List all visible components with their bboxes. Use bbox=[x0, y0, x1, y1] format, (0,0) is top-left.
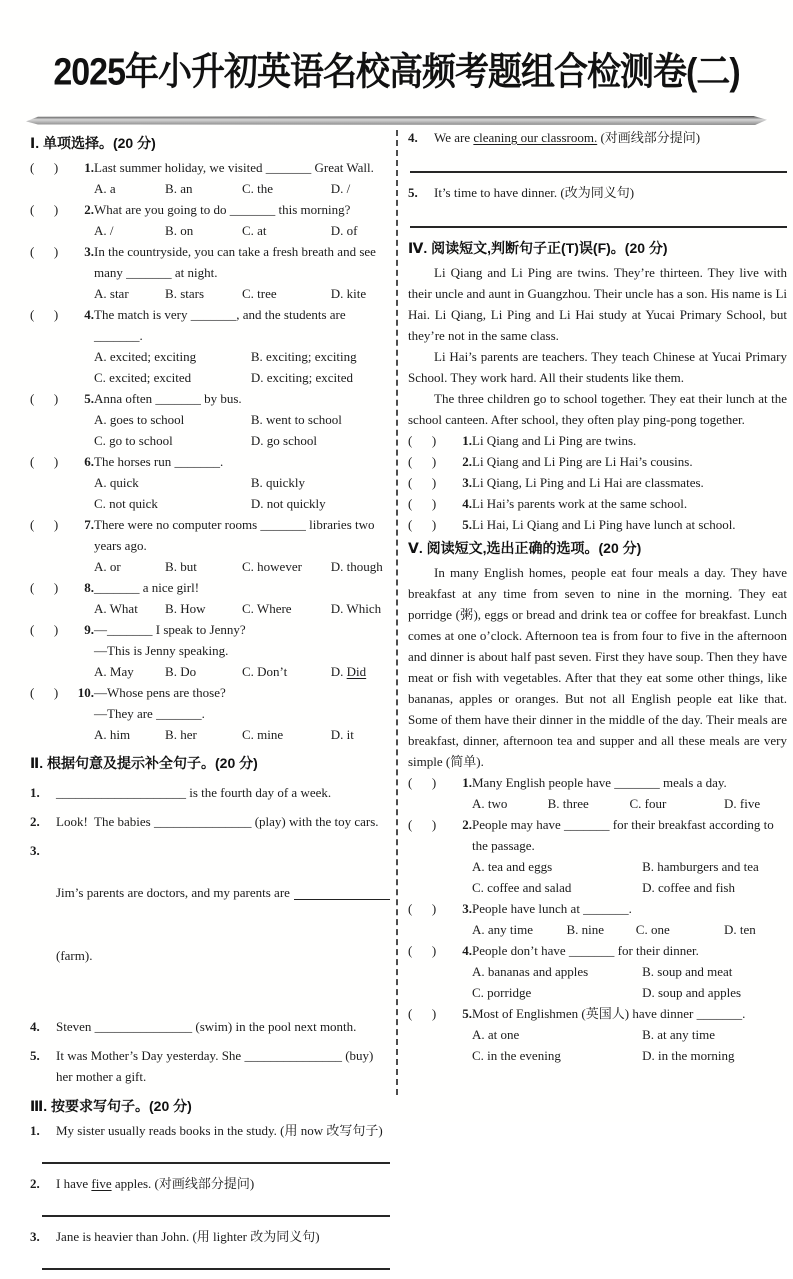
answer-paren: ( ) 10. bbox=[30, 682, 94, 745]
mc-question bbox=[408, 940, 787, 1003]
option: A. or bbox=[94, 559, 121, 574]
page-title: 2025年小升初英语名校高频考题组合检测卷(二) bbox=[53, 51, 740, 94]
question-stem-line2: —They are _______. bbox=[94, 706, 205, 721]
question-stem: People don’t have _______ for their dinner. bbox=[472, 943, 699, 958]
option: A. two bbox=[472, 796, 508, 811]
option: D. not quickly bbox=[250, 496, 326, 511]
answer-line bbox=[410, 148, 787, 173]
answer-paren: ( ) 2. bbox=[30, 199, 94, 241]
tf-item bbox=[408, 514, 787, 535]
option: D. in the morning bbox=[642, 1048, 735, 1063]
answer-paren: ( ) 5. bbox=[408, 1006, 472, 1021]
answer-line bbox=[42, 1141, 390, 1164]
option: B. her bbox=[165, 727, 197, 742]
option: B. three bbox=[547, 796, 589, 811]
section-3-heading: Ⅲ. 按要求写句子。(20 分) bbox=[30, 1098, 192, 1114]
option: C. Don’t bbox=[241, 664, 288, 679]
options-grid bbox=[94, 346, 390, 388]
option: D. five bbox=[723, 796, 761, 811]
options-row bbox=[472, 919, 787, 940]
option: A. a bbox=[94, 181, 116, 196]
rewrite-item bbox=[408, 182, 787, 203]
tf-item bbox=[408, 451, 787, 472]
tf-item bbox=[408, 472, 787, 493]
fill-text: Look! The babies _______________ (play) with the toy cars. bbox=[56, 814, 379, 829]
question-number: 3. bbox=[84, 244, 94, 259]
blank-line bbox=[294, 882, 390, 900]
option: D. of bbox=[330, 223, 358, 238]
options-grid bbox=[472, 961, 787, 1003]
question-stem: The match is very _______, and the students are _______. bbox=[94, 307, 346, 343]
section-1-heading: Ⅰ. 单项选择。(20 分) bbox=[30, 135, 156, 151]
option: B. went to school bbox=[250, 412, 342, 427]
option: A. any time bbox=[472, 922, 534, 937]
option: C. however bbox=[241, 559, 302, 574]
passage-paragraph: The three children go to school together. They eat their lunch at the school canteen. After school, they often play ping-pong together. bbox=[408, 391, 787, 427]
option: C. porridge bbox=[472, 985, 532, 1000]
option: B. on bbox=[165, 223, 194, 238]
option: C. excited; excited bbox=[94, 370, 192, 385]
option: C. one bbox=[635, 922, 670, 937]
section-2-heading: Ⅱ. 根据句意及提示补全句子。(20 分) bbox=[30, 755, 258, 771]
answer-paren: ( ) 7. bbox=[30, 514, 94, 577]
option: C. the bbox=[241, 181, 274, 196]
option: A. What bbox=[94, 601, 138, 616]
mc-question bbox=[408, 814, 787, 898]
question-stem: Many English people have _______ meals a day. bbox=[472, 775, 727, 790]
answer-line bbox=[42, 1194, 390, 1217]
rewrite-text: It’s time to have dinner. (改为同义句) bbox=[434, 185, 635, 200]
mc-question bbox=[30, 157, 390, 199]
question-stem-line2: —This is Jenny speaking. bbox=[94, 643, 229, 658]
option: C. Where bbox=[241, 601, 292, 616]
option: B. exciting; exciting bbox=[250, 349, 357, 364]
option: C. mine bbox=[241, 727, 284, 742]
mc-question bbox=[30, 682, 390, 745]
question-stem: _______ a nice girl! bbox=[94, 580, 200, 595]
options-row bbox=[472, 793, 787, 814]
option: D. go school bbox=[250, 433, 317, 448]
mc-question bbox=[30, 577, 390, 619]
fill-item bbox=[30, 811, 390, 832]
question-number: 6. bbox=[84, 454, 94, 469]
options-grid bbox=[94, 409, 390, 451]
option: D. coffee and fish bbox=[642, 880, 735, 895]
options-row bbox=[94, 661, 390, 682]
option: D. ten bbox=[723, 922, 756, 937]
fill-text: It was Mother’s Day yesterday. She _______________ (buy) her mother a gift. bbox=[56, 1048, 377, 1084]
passage-paragraph: Li Qiang and Li Ping are twins. They’re thirteen. They live with their uncle and aunt in Guangzhou. Their uncle has a son. His name is Li Hai. Li Qiang, Li Ping and Li Hai study at Yucai Primary School, but they’re not in the same class. bbox=[408, 265, 787, 343]
rewrite-item bbox=[30, 1120, 390, 1141]
option: B. stars bbox=[165, 286, 205, 301]
option: B. but bbox=[165, 559, 197, 574]
answer-paren: ( ) 6. bbox=[30, 451, 94, 514]
mc-question bbox=[30, 619, 390, 682]
tf-statement: Li Qiang and Li Ping are Li Hai’s cousins. bbox=[472, 454, 693, 469]
option: B. hamburgers and tea bbox=[642, 859, 759, 874]
option: A. him bbox=[94, 727, 131, 742]
tf-statement: Li Qiang, Li Ping and Li Hai are classmates. bbox=[472, 475, 704, 490]
question-stem: People have lunch at _______. bbox=[472, 901, 632, 916]
answer-paren: ( ) 2. bbox=[408, 817, 472, 832]
rewrite-text: My sister usually reads books in the study. (用 now 改写句子) bbox=[56, 1123, 383, 1138]
question-stem: In the countryside, you can take a fresh breath and see many _______ at night. bbox=[94, 244, 376, 280]
tf-statement: Li Hai’s parents work at the same school. bbox=[472, 496, 688, 511]
fill-item bbox=[30, 1045, 390, 1087]
fill-item bbox=[30, 782, 390, 803]
item-number: 5. bbox=[408, 185, 418, 200]
option: C. not quick bbox=[94, 496, 158, 511]
option: B. How bbox=[165, 601, 206, 616]
item-number: 3. bbox=[30, 1229, 40, 1244]
fill-text: Steven _______________ (swim) in the pool next month. bbox=[56, 1019, 357, 1034]
question-number: 10. bbox=[77, 685, 94, 700]
question-stem: —Whose pens are those? bbox=[94, 685, 226, 700]
rewrite-item: 2. I have five apples. (对画线部分提问) bbox=[30, 1173, 390, 1194]
options-row bbox=[94, 220, 390, 241]
tf-statement: Li Qiang and Li Ping are twins. bbox=[472, 433, 637, 448]
question-stem: The horses run _______. bbox=[94, 454, 224, 469]
passage-paragraph: Li Hai’s parents are teachers. They teach Chinese at Yucai Primary School. They work hard. All their students like them. bbox=[408, 349, 787, 385]
option: A. May bbox=[94, 664, 134, 679]
fill-item bbox=[30, 840, 390, 1008]
option: A. goes to school bbox=[94, 412, 185, 427]
question-stem: People may have _______ for their breakfast according to the passage. bbox=[472, 817, 774, 853]
options-grid bbox=[472, 856, 787, 898]
mc-question bbox=[408, 898, 787, 940]
options-row bbox=[94, 724, 390, 745]
rewrite-item bbox=[30, 1226, 390, 1247]
option: B. Do bbox=[165, 664, 197, 679]
option: B. soup and meat bbox=[642, 964, 733, 979]
question-stem: —_______ I speak to Jenny? bbox=[94, 622, 246, 637]
answer-paren: ( ) 9. bbox=[30, 619, 94, 682]
option: C. coffee and salad bbox=[472, 880, 572, 895]
question-number: 7. bbox=[84, 517, 94, 532]
answer-paren: ( ) 5. bbox=[30, 388, 94, 451]
title-divider-rule bbox=[26, 116, 767, 125]
section-5-heading: Ⅴ. 阅读短文,选出正确的选项。(20 分) bbox=[408, 540, 642, 556]
fill-text-line2: (farm). bbox=[56, 948, 93, 963]
question-number: 1. bbox=[84, 160, 94, 175]
item-number: 2. bbox=[30, 814, 40, 829]
option: D. Which bbox=[330, 601, 382, 616]
question-stem: There were no computer rooms _______ libraries two years ago. bbox=[94, 517, 375, 553]
question-number: 4. bbox=[84, 307, 94, 322]
section-4-heading: Ⅳ. 阅读短文,判断句子正(T)误(F)。(20 分) bbox=[408, 240, 668, 256]
question-number: 9. bbox=[84, 622, 94, 637]
question-number: 8. bbox=[84, 580, 94, 595]
option: A. / bbox=[94, 223, 114, 238]
item-number: 1. bbox=[30, 785, 40, 800]
option: A. at one bbox=[472, 1027, 520, 1042]
answer-line bbox=[410, 203, 787, 228]
question-number: 2. bbox=[84, 202, 94, 217]
underlined-word: five bbox=[91, 1176, 112, 1191]
option: D. / bbox=[330, 181, 351, 196]
tf-item bbox=[408, 430, 787, 451]
option: D. exciting; excited bbox=[250, 370, 354, 385]
right-column bbox=[408, 127, 787, 1066]
option: D. though bbox=[330, 559, 383, 574]
answer-paren: ( ) 4. bbox=[30, 304, 94, 388]
question-stem: Anna often _______ by bus. bbox=[94, 391, 242, 406]
mc-question bbox=[408, 1003, 787, 1066]
underlined-word: Did bbox=[346, 664, 367, 679]
option: A. excited; exciting bbox=[94, 349, 197, 364]
item-number: 1. bbox=[30, 1123, 40, 1138]
option: A. star bbox=[94, 286, 129, 301]
fill-text: Jim’s parents are doctors, and my parents are bbox=[56, 885, 290, 900]
item-number: 5. bbox=[30, 1048, 40, 1063]
item-number: 2. bbox=[30, 1176, 40, 1191]
option: A. bananas and apples bbox=[472, 964, 589, 979]
option: B. at any time bbox=[642, 1027, 716, 1042]
item-number: 4. bbox=[408, 130, 418, 145]
answer-paren: ( ) 4. bbox=[408, 943, 472, 958]
option: A. tea and eggs bbox=[472, 859, 553, 874]
mc-question bbox=[30, 241, 390, 304]
answer-paren: ( ) 3. bbox=[408, 475, 472, 490]
answer-paren: ( ) 3. bbox=[30, 241, 94, 304]
options-row bbox=[94, 283, 390, 304]
passage-paragraph: In many English homes, people eat four meals a day. They have breakfast at any time from seven to nine in the morning. They eat porridge (粥), eggs or bread and drink tea or coffee for breakfast. Lunch comes at one o’clock. Afternoon tea is from four to five in the afternoon and dinner is about half past seven. First they have soup. Then they have meat or fish with vegetables. After that they eat some other things, like bananas, apples or oranges. But not all English people eat like that. Some of them have their dinner in the middle of the day. Their meals are breakfast, dinner, afternoon tea and supper and all these meals are very simple (简单). bbox=[408, 565, 787, 769]
option: D. it bbox=[330, 727, 354, 742]
question-number: 5. bbox=[84, 391, 94, 406]
mc-question bbox=[408, 772, 787, 814]
tf-item bbox=[408, 493, 787, 514]
options-row bbox=[94, 556, 390, 577]
tf-statement: Li Hai, Li Qiang and Li Ping have lunch at school. bbox=[472, 517, 736, 532]
option: C. four bbox=[629, 796, 667, 811]
rewrite-text: Jane is heavier than John. (用 lighter 改为同义句) bbox=[56, 1229, 320, 1244]
option: B. nine bbox=[566, 922, 605, 937]
option: C. in the evening bbox=[472, 1048, 561, 1063]
left-column bbox=[30, 130, 390, 1279]
answer-paren: ( ) 3. bbox=[408, 901, 472, 916]
answer-paren: ( ) 2. bbox=[408, 454, 472, 469]
answer-paren: ( ) 1. bbox=[30, 157, 94, 199]
option: A. quick bbox=[94, 475, 139, 490]
question-stem: What are you going to do _______ this morning? bbox=[94, 202, 351, 217]
fill-text: ____________________ is the fourth day of a week. bbox=[56, 785, 332, 800]
answer-paren: ( ) 1. bbox=[408, 433, 472, 448]
options-grid bbox=[94, 472, 390, 514]
rewrite-item: 4. We are cleaning our classroom. (对画线部分提问) bbox=[408, 127, 787, 148]
mc-question bbox=[30, 388, 390, 451]
options-grid bbox=[472, 1024, 787, 1066]
item-number: 4. bbox=[30, 1019, 40, 1034]
question-stem: Most of Englishmen (英国人) have dinner _______. bbox=[472, 1006, 746, 1021]
option: C. at bbox=[241, 223, 267, 238]
options-row bbox=[94, 178, 390, 199]
option: B. quickly bbox=[250, 475, 306, 490]
item-number: 3. bbox=[30, 843, 40, 858]
option: D. Did bbox=[330, 664, 367, 679]
fill-item bbox=[30, 1016, 390, 1037]
column-divider bbox=[396, 130, 398, 1095]
answer-paren: ( ) 8. bbox=[30, 577, 94, 619]
option: C. tree bbox=[241, 286, 277, 301]
mc-question bbox=[30, 514, 390, 577]
option: D. soup and apples bbox=[642, 985, 742, 1000]
answer-paren: ( ) 5. bbox=[408, 517, 472, 532]
answer-paren: ( ) 4. bbox=[408, 496, 472, 511]
answer-paren: ( ) 1. bbox=[408, 775, 472, 790]
option: B. an bbox=[165, 181, 193, 196]
question-stem: Last summer holiday, we visited _______ Great Wall. bbox=[94, 160, 374, 175]
mc-question bbox=[30, 451, 390, 514]
underlined-phrase: cleaning our classroom. bbox=[473, 130, 598, 145]
option: D. kite bbox=[330, 286, 367, 301]
mc-question bbox=[30, 199, 390, 241]
option: C. go to school bbox=[94, 433, 173, 448]
options-row bbox=[94, 598, 390, 619]
answer-line bbox=[42, 1247, 390, 1270]
mc-question bbox=[30, 304, 390, 388]
